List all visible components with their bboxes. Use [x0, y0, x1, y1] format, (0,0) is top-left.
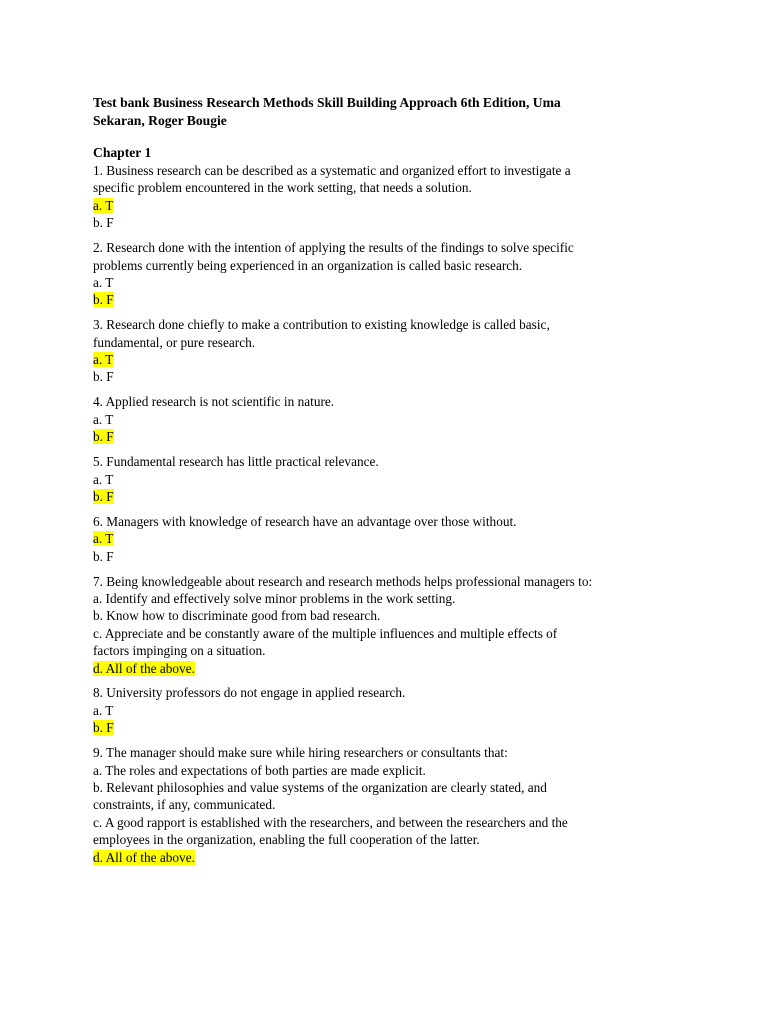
- question-stem: [93, 316, 733, 351]
- answer-line: [93, 428, 733, 445]
- question-stem: [93, 744, 733, 761]
- answer-option-correct: [93, 291, 733, 308]
- answer-line: [93, 607, 733, 624]
- answer-option: [93, 274, 733, 291]
- answer-option-correct: [93, 197, 733, 214]
- answer-line: [93, 274, 733, 291]
- highlighted-answer-text: a. T: [93, 531, 114, 547]
- answer-option: [93, 779, 733, 814]
- question-item: [93, 316, 733, 386]
- question-item: [93, 393, 733, 445]
- question-stem: [93, 393, 733, 410]
- question-stem-line: 2. Research done with the intention of applying the results of the findings to solve specific: [93, 240, 574, 256]
- answer-text: a. Identify and effectively solve minor problems in the work setting.: [93, 590, 456, 606]
- answer-text: c. A good rapport is established with the researchers, and between the researchers and the: [93, 814, 568, 830]
- answer-line: [93, 625, 733, 642]
- answer-option-correct: [93, 351, 733, 368]
- answer-text: b. Know how to discriminate good from bad research.: [93, 608, 381, 624]
- highlighted-answer-text: a. T: [93, 352, 114, 368]
- answer-option: [93, 590, 733, 607]
- answer-line: [93, 197, 733, 214]
- answer-option-correct: [93, 530, 733, 547]
- answer-line: [93, 831, 733, 848]
- answer-line: [93, 214, 733, 231]
- question-stem: [93, 513, 733, 530]
- answer-text: a. T: [93, 471, 114, 487]
- question-stem: [93, 684, 733, 701]
- question-stem: [93, 453, 733, 470]
- question-stem-line: specific problem encountered in the work setting, that needs a solution.: [93, 180, 472, 196]
- highlighted-answer-text: a. T: [93, 197, 114, 213]
- question-item: [93, 513, 733, 565]
- answer-line: [93, 660, 733, 677]
- answer-text: b. Relevant philosophies and value systems of the organization are clearly stated, and: [93, 780, 547, 795]
- answer-option: [93, 607, 733, 624]
- answer-option-correct: [93, 660, 733, 677]
- highlighted-answer-text: d. All of the above.: [93, 660, 195, 676]
- question-stem: [93, 162, 733, 197]
- question-stem: [93, 573, 733, 590]
- highlighted-answer-text: b. F: [93, 720, 114, 736]
- answer-line: [93, 548, 733, 565]
- question-item: [93, 573, 733, 677]
- question-stem-line: 6. Managers with knowledge of research have an advantage over those without.: [93, 513, 517, 529]
- question-stem-line: fundamental, or pure research.: [93, 334, 256, 350]
- title-line: Test bank Business Research Methods Skill Building Approach 6th Edition, Uma: [93, 95, 561, 110]
- answer-text: employees in the organization, enabling the full cooperation of the latter.: [93, 832, 480, 848]
- answer-line: [93, 471, 733, 488]
- question-stem-line: 5. Fundamental research has little practical relevance.: [93, 454, 379, 470]
- highlighted-answer-text: b. F: [93, 488, 114, 504]
- answer-text: c. Appreciate and be constantly aware of the multiple influences and multiple effects of: [93, 625, 558, 641]
- answer-option-correct: [93, 488, 733, 505]
- answer-option: [93, 471, 733, 488]
- question-stem-line: problems currently being experienced in an organization is called basic research.: [93, 257, 523, 273]
- answer-text: factors impinging on a situation.: [93, 643, 266, 659]
- highlighted-answer-text: b. F: [93, 429, 114, 445]
- answer-line: [93, 849, 733, 866]
- answer-line: [93, 590, 733, 607]
- question-stem: [93, 239, 733, 274]
- answer-line: [93, 488, 733, 505]
- answer-option: [93, 762, 733, 779]
- question-stem-line: 1. Business research can be described as a systematic and organized effort to investigate a: [93, 163, 571, 178]
- answer-text: b. F: [93, 548, 114, 564]
- answer-text: constraints, if any, communicated.: [93, 797, 276, 813]
- question-item: [93, 239, 733, 309]
- answer-line: [93, 411, 733, 428]
- answer-option-correct: [93, 719, 733, 736]
- answer-option: [93, 368, 733, 385]
- title-line: Sekaran, Roger Bougie: [93, 112, 227, 128]
- question-item: [93, 684, 733, 736]
- question-item: [93, 744, 733, 866]
- chapter-heading: Chapter 1: [93, 145, 152, 160]
- document-page: [93, 94, 733, 874]
- answer-line: [93, 368, 733, 385]
- answer-option-correct: [93, 849, 733, 866]
- answer-text: a. T: [93, 702, 114, 718]
- question-list: [93, 162, 733, 866]
- answer-line: [93, 779, 733, 796]
- answer-line: [93, 719, 733, 736]
- answer-line: [93, 796, 733, 813]
- highlighted-answer-text: b. F: [93, 292, 114, 308]
- answer-option: [93, 411, 733, 428]
- answer-option: [93, 548, 733, 565]
- answer-line: [93, 814, 733, 831]
- question-item: [93, 453, 733, 505]
- answer-line: [93, 291, 733, 308]
- answer-line: [93, 702, 733, 719]
- answer-option: [93, 625, 733, 660]
- answer-text: b. F: [93, 215, 114, 231]
- question-stem-line: 7. Being knowledgeable about research and research methods helps professional managers to:: [93, 573, 593, 589]
- question-stem-line: 3. Research done chiefly to make a contribution to existing knowledge is called basic,: [93, 317, 550, 333]
- answer-text: a. The roles and expectations of both parties are made explicit.: [93, 762, 426, 778]
- document-title: [93, 94, 733, 129]
- question-stem-line: 4. Applied research is not scientific in nature.: [93, 394, 335, 410]
- answer-line: [93, 642, 733, 659]
- answer-text: a. T: [93, 274, 114, 290]
- answer-line: [93, 530, 733, 547]
- question-stem-line: 9. The manager should make sure while hiring researchers or consultants that:: [93, 745, 508, 761]
- answer-line: [93, 351, 733, 368]
- answer-text: a. T: [93, 411, 114, 427]
- highlighted-answer-text: d. All of the above.: [93, 849, 195, 865]
- answer-line: [93, 762, 733, 779]
- answer-text: b. F: [93, 369, 114, 385]
- answer-option: [93, 814, 733, 849]
- answer-option: [93, 214, 733, 231]
- question-stem-line: 8. University professors do not engage in applied research.: [93, 685, 406, 701]
- answer-option: [93, 702, 733, 719]
- question-item: [93, 162, 733, 232]
- answer-option-correct: [93, 428, 733, 445]
